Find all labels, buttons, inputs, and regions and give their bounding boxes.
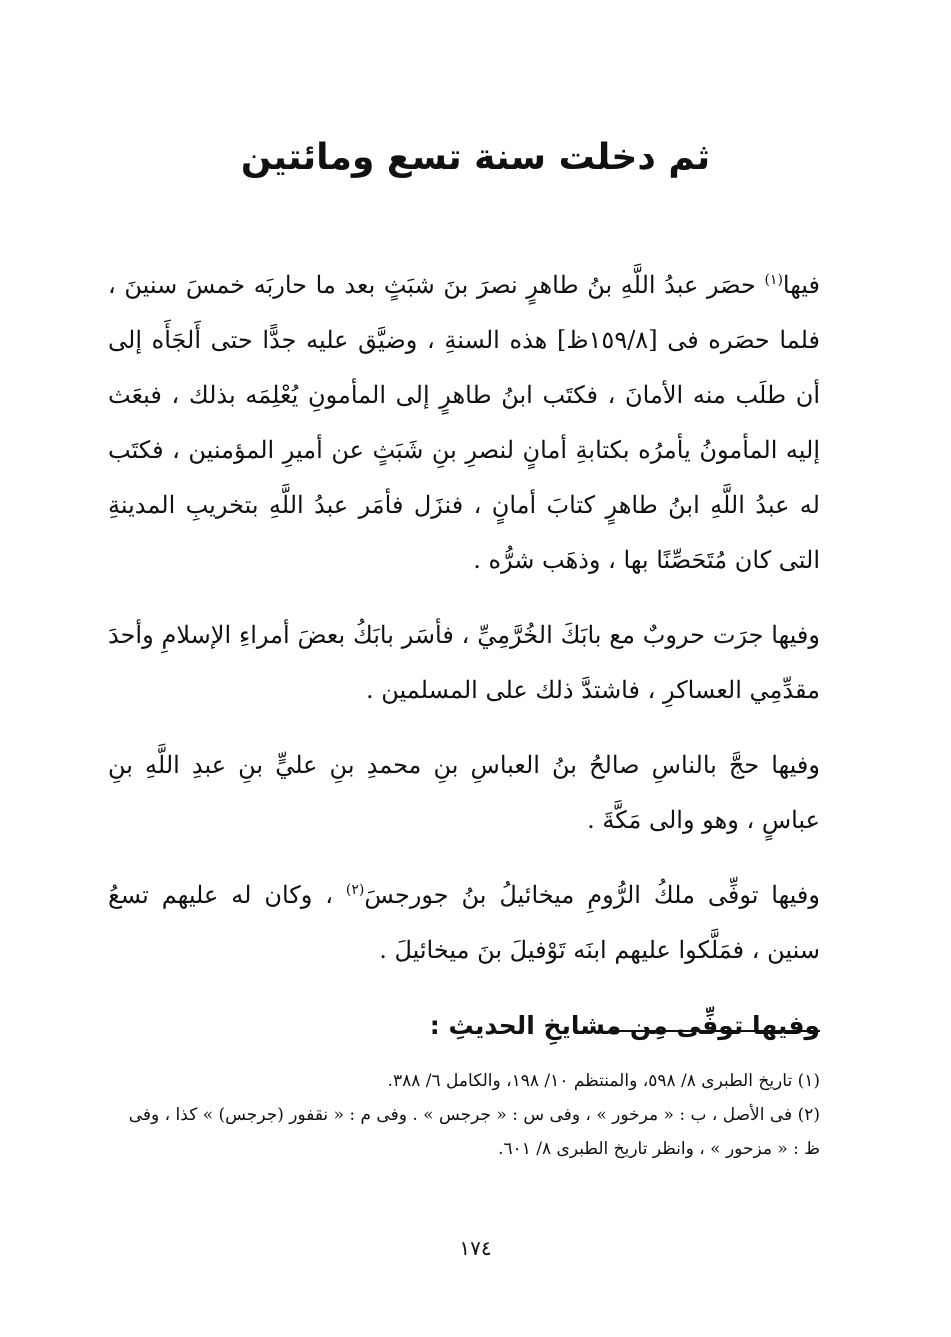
paragraph-1 — [108, 258, 820, 588]
paragraph-3-text: وفيها حجَّ بالناسِ صالحُ بنُ العباسِ بنِ محمدِ بنِ عليٍّ بنِ عبدِ اللَّهِ بنِ عباسٍ ، وهو والى مَكَّةَ . — [108, 751, 820, 834]
main-text — [108, 258, 820, 1073]
paragraph-4-text-a: وفيها توفِّى ملكُ الرُّومِ ميخائيلُ بنُ جورجسَ — [364, 881, 820, 909]
page-number: ١٧٤ — [459, 1236, 492, 1260]
paragraph-3 — [108, 738, 820, 848]
footnote-2: (٢) فى الأصل ، ب : « مرخور » ، وفى س : « جرجس » . وفى م : « نقفور (جرجس) » كذا ، وفى ظ : « مزحور » ، وانظر تاريخ الطبرى ٨/ ٦٠١. — [128, 1105, 820, 1159]
footnote-ref-2: (٢) — [345, 882, 365, 898]
footnotes — [108, 1064, 820, 1166]
footnote-1: (١) تاريخ الطبرى ٨/ ٥٩٨، والمنتظم ١٠/ ١٩٨، والكامل ٦/ ٣٨٨. — [387, 1071, 820, 1091]
paragraph-2-text: وفيها جرَت حروبٌ مع بابَكَ الخُرَّمِيِّ ، فأسَر بابَكُ بعضَ أمراءِ الإسلامِ وأحدَ مقدِّمِي العساكرِ ، فاشتدَّ ذلك على المسلمين . — [108, 621, 820, 704]
page-title: ثم دخلت سنة تسع ومائتين — [240, 137, 711, 178]
footnote-ref-1: (١) — [764, 272, 783, 288]
section-subheading: وفيها توفِّى مِن مشايخِ الحديثِ : — [429, 1011, 820, 1040]
paragraph-4-text-b: ، وكان له عليهم تسعُ سنين ، فمَلَّكوا عليهم ابنَه تَوْفيلَ بنَ ميخائيلَ . — [108, 881, 820, 964]
paragraph-2 — [108, 608, 820, 718]
paragraph-1-text-b: حصَر عبدُ اللَّهِ بنُ طاهرٍ نصرَ بنَ شبَثٍ بعد ما حاربَه خمسَ سنينَ ، فلما حصَره فى [١٥٩/٨ظ] هذه السنةِ ، وضيَّق عليه جدًّا حتى أَلجَأَه إلى أن طلَب منه الأمانَ ، فكتَب ابنُ طاهرٍ إلى المأمونِ يُعْلِمَه بذلك ، فبعَث إليه المأمونُ يأمرُه بكتابةِ أمانٍ لنصرِ بنِ شَبَثٍ عن أميرِ المؤمنين ، فكتَب له عبدُ اللَّهِ ابنُ طاهرٍ كتابَ أمانٍ ، فنزَل فأمَر عبدُ اللَّهِ بتخريبِ المدينةِ التى كان مُتَحَصِّنًا بها ، وذهَب شرُّه . — [108, 271, 821, 574]
paragraph-4 — [108, 868, 820, 978]
footnote-divider — [612, 1030, 820, 1032]
paragraph-1-text-a: فيها — [782, 271, 820, 299]
